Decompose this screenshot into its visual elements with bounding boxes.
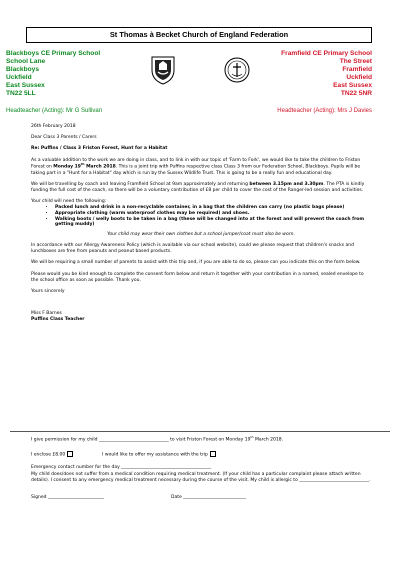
letter-subject: Re: Puffins / Class 3 Friston Forest, Hunt for a Habitat: [31, 146, 168, 152]
enclose-label: I enclose £8.00: [31, 452, 66, 458]
consent-form: [31, 437, 371, 501]
address-line: Framfield: [342, 66, 372, 73]
signature-line: [31, 495, 371, 501]
paragraph-3: In accordance with our Allergy Awareness Policy (which is available via our school website), could we please request that children's snacks and lunchboxes are free from peanuts and peanut based products.: [31, 242, 354, 255]
clothes-note: Your child may wear their own clothes but a school jumper/coat must also be worn.: [107, 231, 295, 237]
assist-checkbox[interactable]: [210, 451, 216, 457]
paragraph-1: As a valuable addition to the work we are doing in class, and to link in with our topic of 'Farm to Fork', we would like to take the children to Friston Forest on Monday 19th March 2018. This is a joint trip with Puffins respective class Class 3 from our Federation School, Blackboys. Pupils will be taking part in a "Hunt for a Habitat" day which is run by the Sussex Wildlife Trust. This is going to be a really fun and educational day.: [31, 157, 361, 176]
address-line: Uckfield: [6, 74, 32, 81]
federation-title: St Thomas à Becket Church of England Federation: [26, 27, 372, 43]
headteacher-left: Headteacher (Acting): Mr G Sullivan: [6, 108, 103, 114]
requirements-list: [31, 205, 371, 227]
school-address-left: [6, 50, 100, 98]
paragraph-2: We will be travelling by coach and leaving Framfield School at 9am approximately and returning between 3.15pm and 3.30pm. The PTA is kindly funding the full cost of the coach, so there will be a voluntary contribution of £8 per child to cover the cost of the Ranger-led session and activities.: [31, 181, 365, 193]
list-item: • Appropriate clothing (warm waterproof clothes may be required) and shoes.: [55, 211, 371, 217]
date-field[interactable]: Date ____________________________: [171, 495, 247, 501]
address-line: The Street: [339, 58, 372, 65]
school-name-left: Blackboys CE Primary School: [6, 50, 101, 57]
address-line: Blackboys: [6, 66, 39, 73]
letter-date: 26th February 2018: [31, 124, 76, 129]
medical-statement[interactable]: My child does/does not suffer from a medical condition requiring medical treatment. (If your child has a particular complaint please attach written details). I consent to any emergency medical treatment necessary during the course of the visit. My child is allergic to _______________________________.: [31, 471, 371, 483]
blackboys-crest-icon: [150, 55, 176, 85]
signer-title: Puffins Class Teacher: [31, 317, 85, 323]
list-item: • Packed lunch and drink in a non-recyclable container, in a bag that the children can carry (no plastic bags please): [55, 205, 371, 211]
address-line: East Sussex: [6, 82, 45, 89]
address-line: School Lane: [6, 58, 46, 65]
emergency-contact-field[interactable]: Emergency contact number for the day ________________________________________: [31, 465, 212, 471]
letter-body: [31, 124, 371, 324]
headteacher-right: Headteacher (Acting): Mrs J Davies: [277, 108, 372, 114]
enclose-checkbox[interactable]: [67, 451, 73, 457]
address-line: East Sussex: [333, 82, 372, 89]
address-line: Uckfield: [346, 74, 372, 81]
assist-label: I would like to offer my assistance with the trip: [102, 452, 208, 458]
address-line: TN22 5LL: [6, 90, 36, 97]
need-intro: Your child will need the following:: [31, 199, 107, 205]
tear-off-divider: [10, 431, 390, 432]
closing: Yours sincerely: [31, 288, 65, 294]
permission-line[interactable]: I give permission for my child _______________________________ to visit Friston Forest on Monday 19th March 2018.: [31, 435, 284, 443]
framfield-crest-icon: [224, 55, 250, 85]
paragraph-5: Please would you be kind enough to complete the consent form below and return it together with your contribution in a named, sealed envelope to the school office as soon as possible. Thank you.: [31, 271, 364, 283]
options-line: [31, 451, 371, 459]
signed-field[interactable]: Signed _________________________: [31, 495, 105, 501]
school-name-right: Framfield CE Primary School: [281, 50, 372, 57]
paragraph-4: We will be requiring a small number of parents to assist with this trip and, if you are able to do so, please can you indicate this on the form below.: [31, 260, 361, 266]
school-address-right: [281, 50, 372, 98]
signer-name: Miss F Barnes: [31, 311, 62, 317]
salutation: Dear Class 3 Parents / Carers: [31, 135, 97, 141]
list-item: • Walking boots / welly boots to be taken in a bag (these will be changed into at the forest and will prevent the coach from getting muddy): [55, 217, 371, 228]
address-line: TN22 5NR: [340, 90, 372, 97]
